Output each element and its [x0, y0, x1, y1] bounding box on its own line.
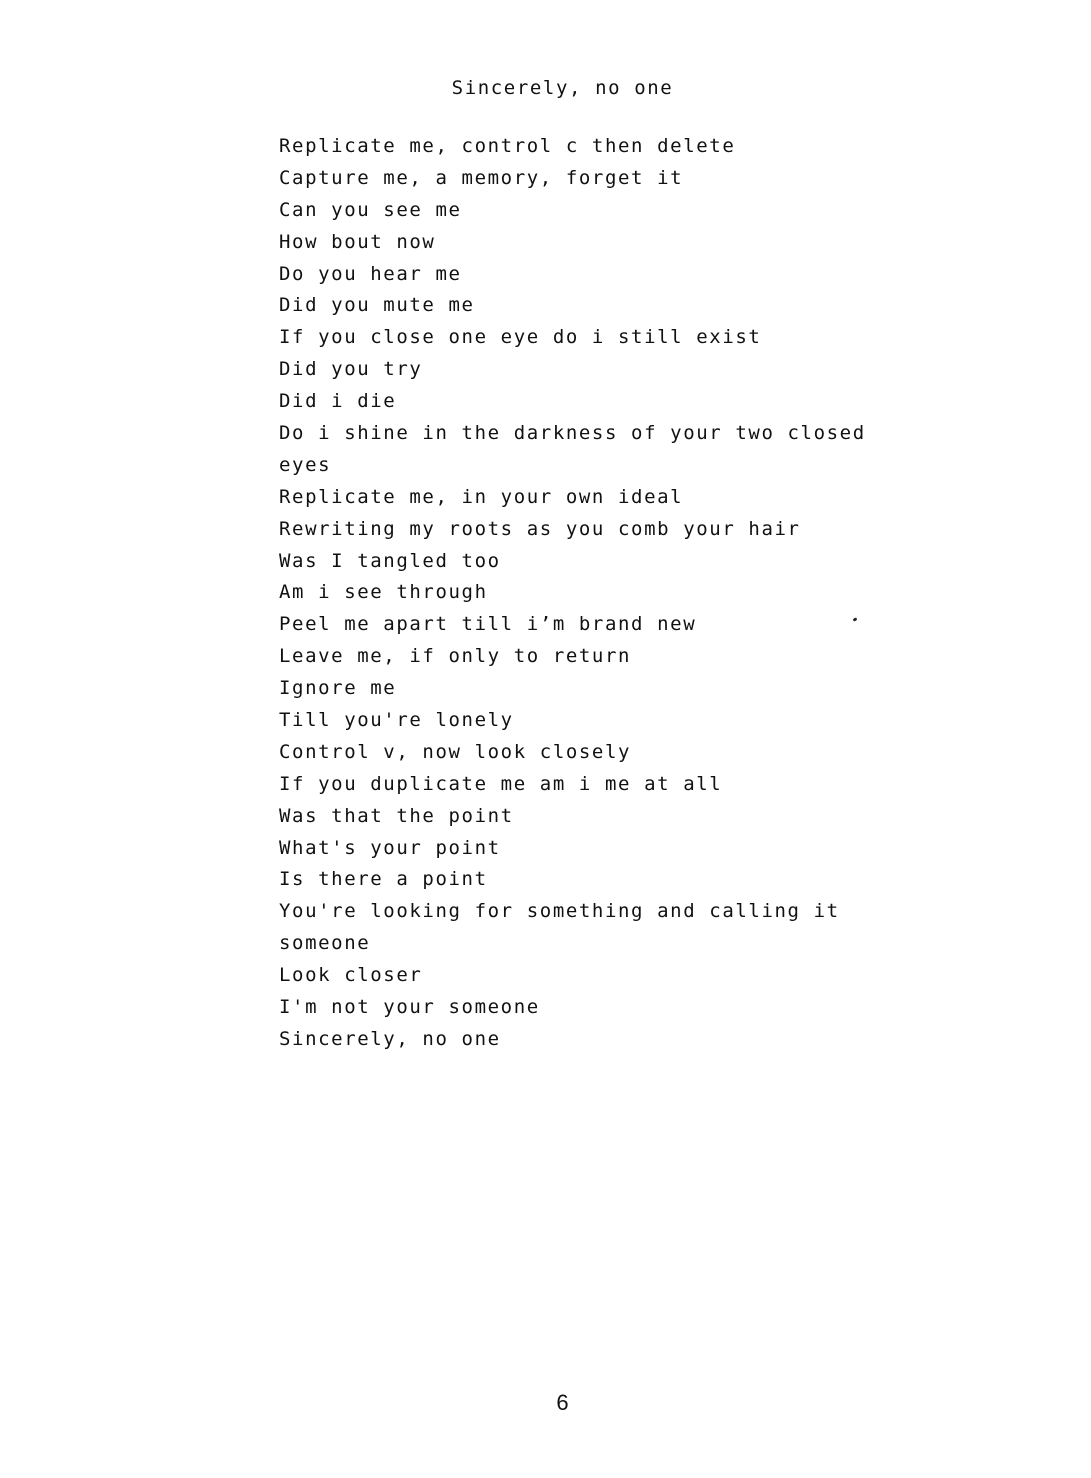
poem-body	[279, 131, 866, 1056]
poem-line: Do i shine in the darkness of your two closed	[279, 422, 866, 445]
poem-line: Did you try	[279, 358, 423, 381]
poem-line: I'm not your someone	[279, 996, 540, 1019]
poem-line: What's your point	[279, 836, 501, 859]
poem-line: Can you see me	[279, 198, 462, 221]
poem-line: Did i die	[279, 390, 397, 413]
poem-line: Did you mute me	[279, 294, 475, 317]
poem-line: Control v, now look closely	[279, 740, 632, 763]
poem-line: Capture me, a memory, forget it	[279, 166, 684, 189]
poem-line: Replicate me, control c then delete	[279, 135, 736, 157]
poem-line: Till you're lonely	[279, 709, 514, 732]
poem-line: If you close one eye do i still exist	[279, 326, 762, 349]
poem-line: Sincerely, no one	[279, 1027, 501, 1050]
poem-line: If you duplicate me am i me at all	[279, 772, 723, 795]
poem-line: Leave me, if only to return	[279, 645, 632, 668]
poem-line: You're looking for something and calling it	[279, 900, 840, 923]
poem-line: Look closer	[279, 964, 423, 987]
poem-line: Peel me apart till i’m brand new	[279, 613, 697, 636]
page-number: 6	[556, 1390, 569, 1415]
poem-line: Replicate me, in your own ideal	[279, 485, 684, 508]
page-title: Sincerely, no one	[451, 77, 674, 99]
poem-line: Was I tangled too	[279, 549, 501, 572]
poem-line: Am i see through	[279, 581, 488, 604]
poem-line: Rewriting my roots as you comb your hair	[279, 517, 801, 540]
poem-line: Do you hear me	[279, 262, 462, 285]
poem-line: someone	[279, 932, 371, 955]
poem-line: Was that the point	[279, 804, 514, 827]
poem-line: eyes	[279, 453, 332, 476]
poem-line: Is there a point	[279, 868, 488, 891]
poem-line: Ignore me	[279, 677, 397, 700]
poem-line: How bout now	[279, 230, 436, 253]
